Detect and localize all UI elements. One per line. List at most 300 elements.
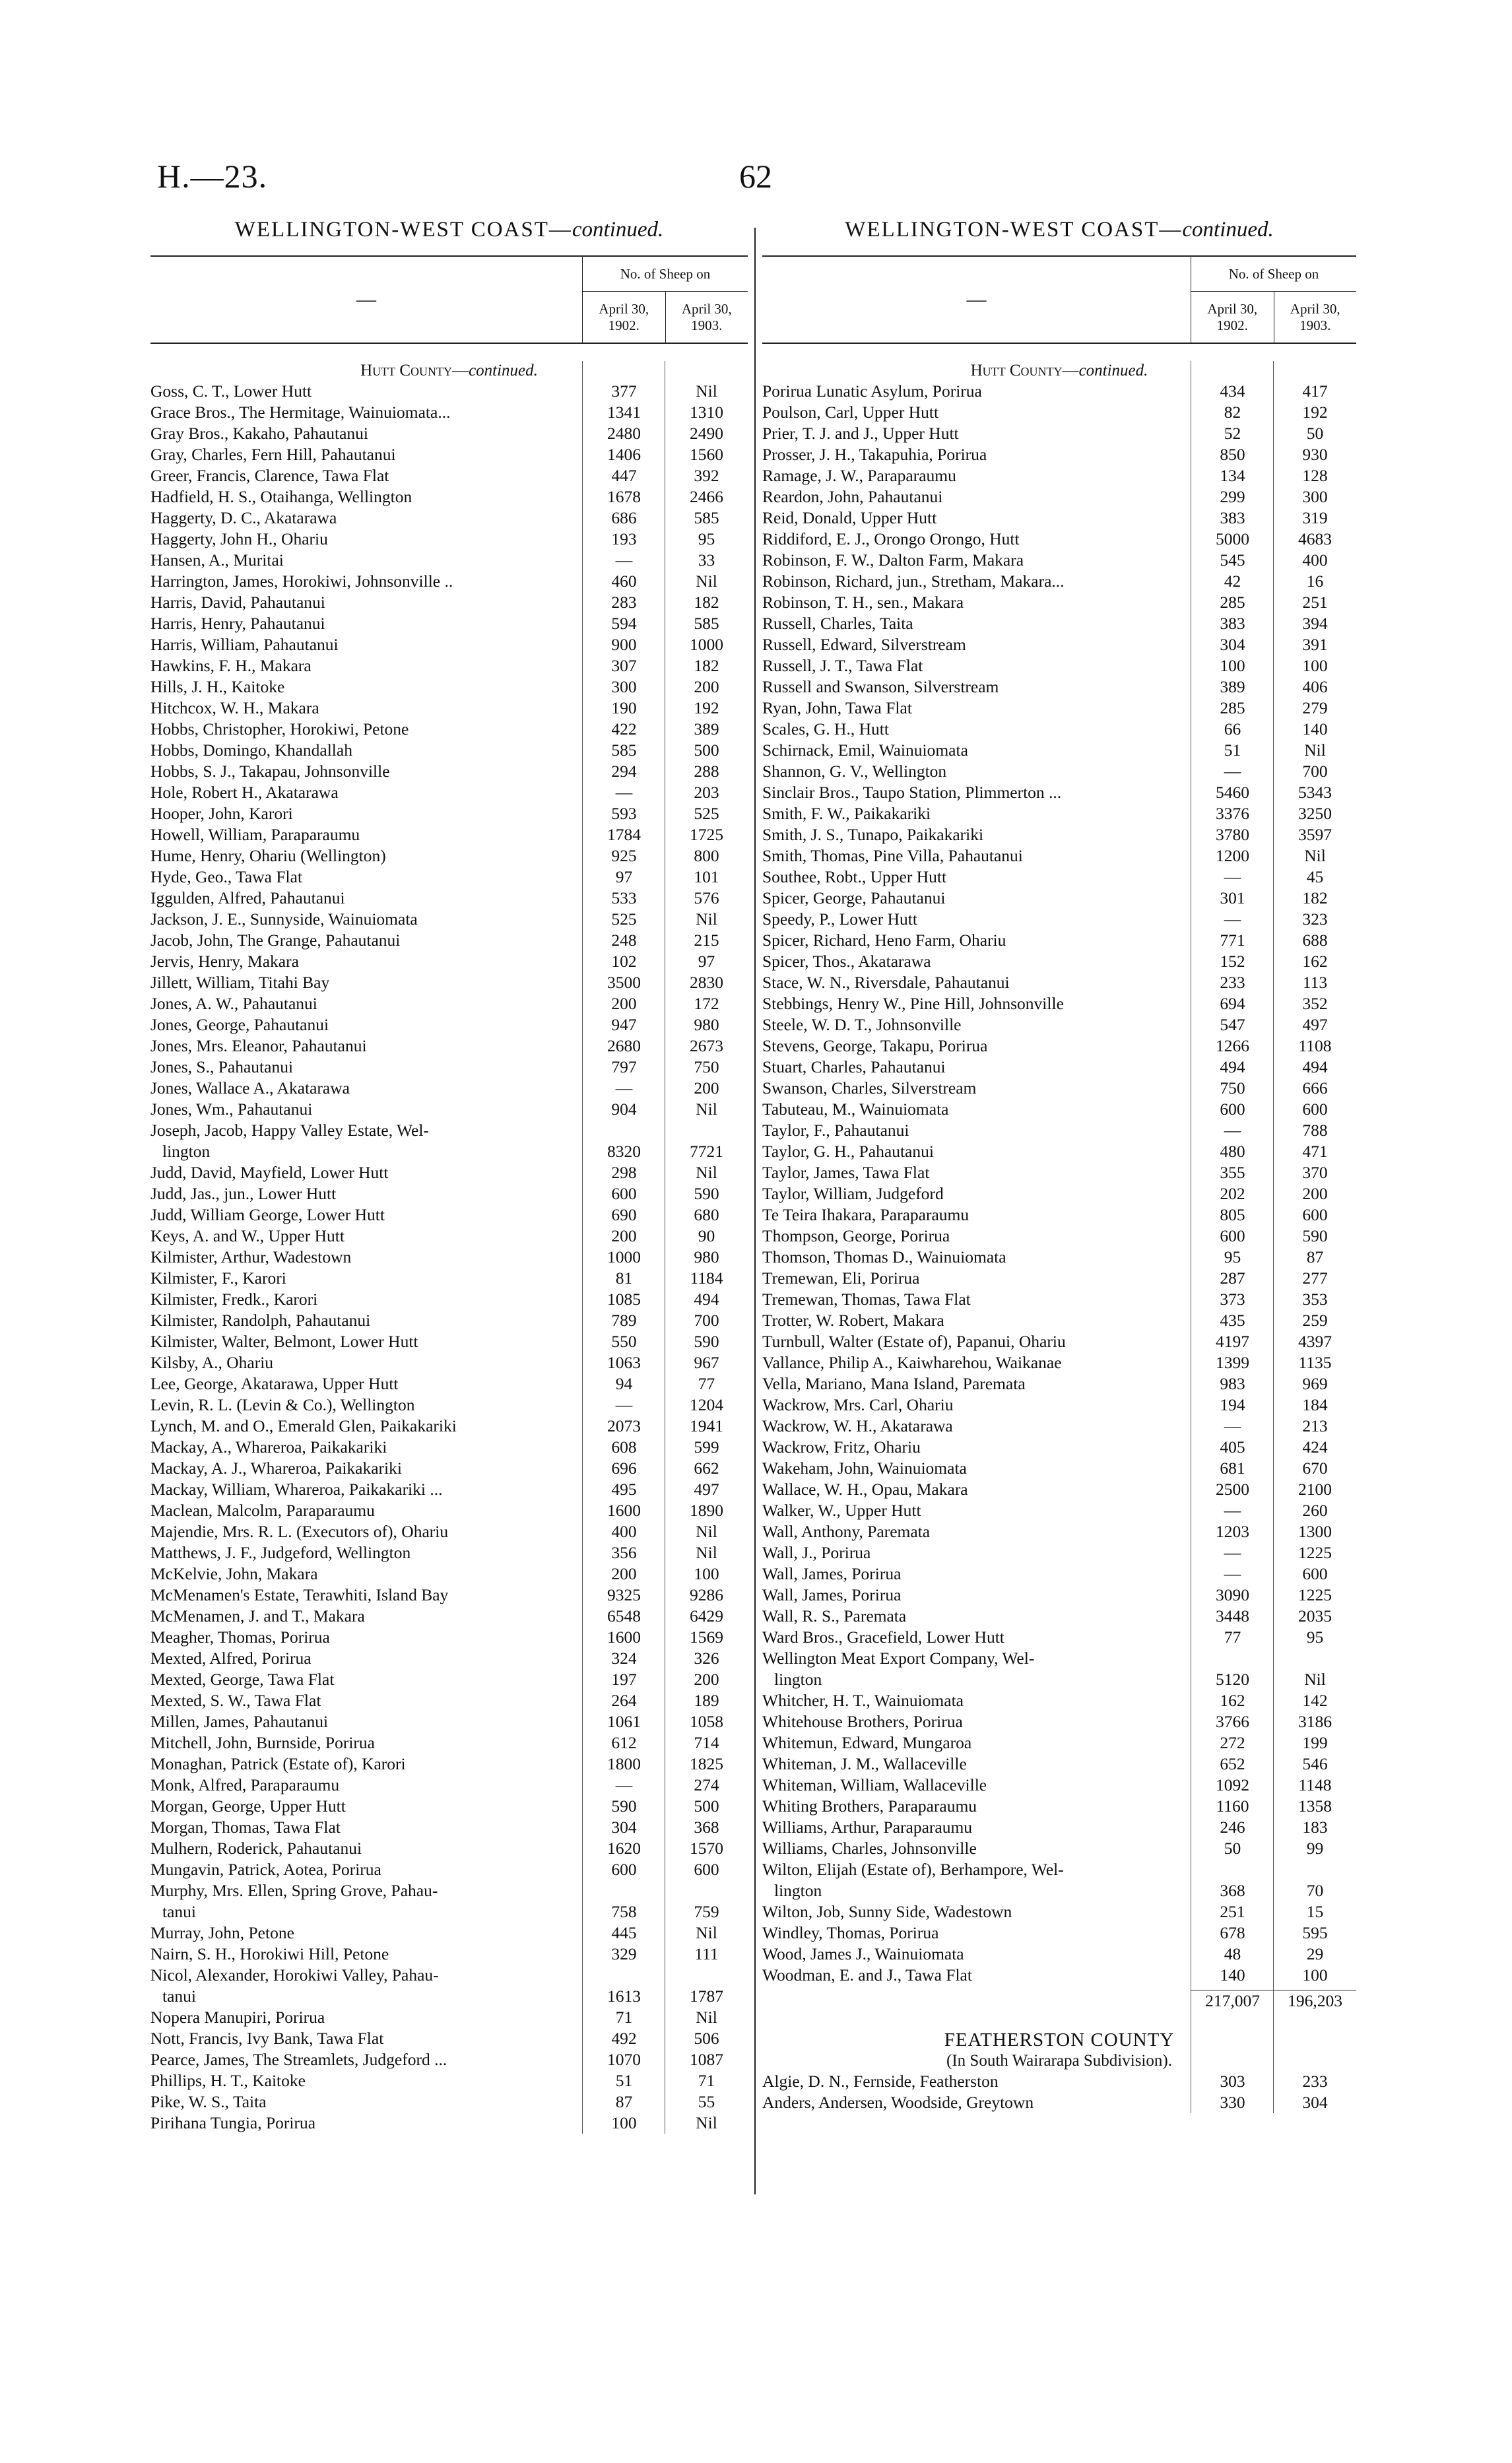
- sheep-1903: 1058: [690, 1712, 723, 1731]
- sheep-1903: 497: [694, 1480, 719, 1499]
- sheep-1903: 590: [694, 1332, 719, 1351]
- sheep-1902: 1600: [607, 1501, 641, 1520]
- sheep-1903: 1087: [690, 2050, 723, 2069]
- holder-name-line: Phillips, H. T., Kaitoke: [150, 2071, 306, 2090]
- page-reference: H.—23.: [157, 158, 268, 195]
- left-header-1902: April 30, 1902.: [599, 301, 649, 333]
- sheep-1902: 197: [611, 1670, 637, 1689]
- sheep-1903: 199: [1302, 1733, 1328, 1752]
- table-row: [150, 550, 748, 571]
- holder-name-line: Poulson, Carl, Upper Hutt: [762, 403, 939, 422]
- sheep-1903: 600: [1302, 1205, 1328, 1224]
- table-row: [150, 1521, 748, 1542]
- sheep-1903: 600: [694, 1860, 719, 1879]
- table-row: [762, 1120, 1356, 1141]
- sheep-1903: 800: [694, 846, 719, 865]
- sheep-1903: 353: [1302, 1290, 1328, 1309]
- table-row: [762, 571, 1356, 592]
- table-row: [762, 1500, 1356, 1521]
- sheep-1903: Nil: [696, 572, 717, 591]
- sheep-1903: 87: [1306, 1247, 1324, 1266]
- sheep-1903: 259: [1302, 1311, 1328, 1330]
- holder-name-line: Wall, R. S., Paremata: [762, 1606, 907, 1626]
- holder-name-line: Anders, Andersen, Woodside, Greytown: [762, 2093, 1034, 2112]
- sheep-1903: 200: [694, 1670, 719, 1689]
- sheep-1903: 189: [694, 1691, 719, 1710]
- holder-name-line: Stuart, Charles, Pahautanui: [762, 1057, 946, 1076]
- sheep-1902: 97: [615, 867, 633, 886]
- holder-name-line: Stace, W. N., Riversdale, Pahautanui: [762, 973, 1010, 992]
- holder-name: [150, 1775, 583, 1796]
- sheep-1902: 1085: [607, 1290, 641, 1309]
- sheep-1902: 81: [615, 1268, 633, 1288]
- holder-name: [150, 1944, 583, 1965]
- sheep-1903: Nil: [696, 2008, 717, 2027]
- sheep-1903: 304: [1302, 2093, 1328, 2112]
- holder-name-line: Nairn, S. H., Horokiwi Hill, Petone: [150, 1944, 389, 1963]
- sheep-1902: 3376: [1216, 804, 1249, 823]
- sheep-1903: 590: [1302, 1226, 1328, 1245]
- sheep-1903: 392: [694, 466, 719, 485]
- table-row: [762, 550, 1356, 571]
- sheep-1902: 71: [615, 2008, 633, 2027]
- holder-name: [150, 719, 583, 740]
- sheep-1902: 283: [611, 593, 637, 612]
- holder-name: [762, 845, 1191, 867]
- sheep-1903: 95: [698, 529, 715, 548]
- sheep-1902: 368: [1220, 1881, 1245, 1900]
- sheep-1903: 45: [1306, 867, 1324, 886]
- sheep-1903: 200: [694, 677, 719, 696]
- sheep-1902: 405: [1220, 1437, 1245, 1457]
- holder-name-line: Harris, William, Pahautanui: [150, 635, 339, 654]
- sheep-1903: 370: [1302, 1163, 1328, 1182]
- right-table-body: [762, 361, 1356, 2113]
- table-row: [150, 2091, 748, 2113]
- right-section-continued: continued.: [1078, 362, 1148, 379]
- sheep-1903: 1148: [1298, 1775, 1332, 1794]
- table-row: [150, 1352, 748, 1373]
- holder-name: [762, 1247, 1191, 1268]
- sheep-1903: 192: [1302, 403, 1328, 422]
- holder-name-line: Hobbs, Domingo, Khandallah: [150, 740, 352, 760]
- sheep-1902: 797: [611, 1057, 637, 1076]
- table-row: [150, 803, 748, 824]
- holder-name: [762, 1141, 1191, 1162]
- holder-name-line: Shannon, G. V., Wellington: [762, 762, 947, 781]
- holder-name: [150, 1585, 583, 1606]
- holder-name-line: Maclean, Malcolm, Paraparaumu: [150, 1501, 375, 1520]
- sheep-1903: 494: [1302, 1057, 1328, 1076]
- holder-name-line: Lee, George, Akatarawa, Upper Hutt: [150, 1374, 399, 1393]
- holder-name: [150, 1437, 583, 1458]
- holder-name-line: Ward Bros., Gracefield, Lower Hutt: [762, 1627, 1004, 1647]
- holder-name: [762, 1542, 1191, 1563]
- sheep-1902: 5000: [1216, 529, 1249, 548]
- sheep-1903: 300: [1302, 487, 1328, 506]
- holder-name: [150, 1669, 583, 1690]
- holder-name: [762, 613, 1191, 634]
- holder-name-line: Southee, Robt., Upper Hutt: [762, 867, 947, 886]
- table-row: [150, 1120, 748, 1162]
- table-row: [150, 1648, 748, 1669]
- table-row: [762, 465, 1356, 486]
- right-header-1902: April 30, 1902.: [1207, 301, 1258, 333]
- holder-name-line: Prier, T. J. and J., Upper Hutt: [762, 424, 959, 443]
- holder-name-line: Monk, Alfred, Paraparaumu: [150, 1775, 340, 1794]
- holder-name: [762, 550, 1191, 571]
- holder-name: [762, 1183, 1191, 1204]
- sheep-1903: 759: [694, 1902, 719, 1921]
- sheep-1903: 599: [694, 1437, 719, 1457]
- sheep-1903: 576: [694, 888, 719, 907]
- holder-name: [762, 1732, 1191, 1754]
- holder-name-line: Murray, John, Petone: [150, 1923, 294, 1942]
- holder-name-line: Lynch, M. and O., Emerald Glen, Paikakariki: [150, 1416, 457, 1435]
- sheep-1903: Nil: [696, 1923, 717, 1942]
- sheep-1903: 2830: [690, 973, 723, 992]
- column-divider: [754, 228, 756, 2194]
- holder-name: [150, 613, 583, 634]
- sheep-1902: 1160: [1216, 1796, 1249, 1816]
- sheep-1903: 368: [694, 1818, 719, 1837]
- sheep-1903: 417: [1302, 381, 1328, 401]
- holder-name: [150, 845, 583, 867]
- left-title: [150, 218, 748, 242]
- holder-name-line: Nopera Manupiri, Porirua: [150, 2008, 325, 2027]
- sheep-1903: 391: [1302, 635, 1328, 654]
- table-row: [150, 1479, 748, 1500]
- holder-name: [150, 782, 583, 803]
- holder-name: [150, 676, 583, 698]
- holder-name-line: Turnbull, Walter (Estate of), Papanui, Ohariu: [762, 1332, 1066, 1351]
- sheep-1902: 904: [611, 1100, 637, 1119]
- sheep-1903: 506: [694, 2029, 719, 2048]
- table-row: [150, 719, 748, 740]
- table-row: [762, 1690, 1356, 1711]
- holder-name: [150, 1395, 583, 1416]
- sheep-1903: 182: [1302, 888, 1328, 907]
- table-row: [150, 1268, 748, 1289]
- table-row: [150, 634, 748, 655]
- sheep-1903: 279: [1302, 698, 1328, 717]
- holder-name-line: Taylor, F., Pahautanui: [762, 1121, 909, 1140]
- table-row: [150, 1669, 748, 1690]
- sheep-1902: 285: [1220, 698, 1245, 717]
- sheep-1903: 215: [694, 931, 719, 950]
- holder-name-line: Whiteman, William, Wallaceville: [762, 1775, 987, 1794]
- table-row: [762, 1585, 1356, 1606]
- table-row: [150, 1627, 748, 1648]
- sheep-1902: 593: [611, 804, 637, 823]
- sheep-1903: 251: [1302, 593, 1328, 612]
- holder-name-line: Hyde, Geo., Tawa Flat: [150, 867, 303, 886]
- sheep-1903: 585: [694, 614, 719, 633]
- sheep-1902: 422: [611, 719, 637, 739]
- sheep-1903: 33: [698, 550, 715, 570]
- sheep-1903: 590: [694, 1184, 719, 1203]
- table-row: [150, 444, 748, 465]
- sheep-1902: 330: [1220, 2093, 1245, 2112]
- holder-name: [150, 1606, 583, 1627]
- holder-name-line: Jones, Mrs. Eleanor, Pahautanui: [150, 1036, 367, 1055]
- holder-name: [150, 423, 583, 444]
- sheep-1902: 947: [611, 1015, 637, 1034]
- sheep-1903: 1358: [1298, 1796, 1332, 1816]
- holder-name: [762, 1627, 1191, 1648]
- table-row: [762, 1458, 1356, 1479]
- sheep-1903: 2490: [690, 424, 723, 443]
- holder-name: [762, 2092, 1191, 2113]
- table-row: [150, 972, 748, 993]
- holder-name: [762, 698, 1191, 719]
- sheep-1903: 192: [694, 698, 719, 717]
- page-number: 62: [739, 158, 772, 195]
- holder-name-line: Hansen, A., Muritai: [150, 550, 284, 570]
- table-row: [150, 1922, 748, 1944]
- sheep-1903: 1300: [1298, 1522, 1332, 1541]
- table-row: [150, 1437, 748, 1458]
- holder-name: [150, 571, 583, 592]
- holder-name-line: Russell, J. T., Tawa Flat: [762, 656, 923, 675]
- holder-name: [150, 2049, 583, 2070]
- total-row: [762, 1990, 1356, 2012]
- holder-name: [150, 1627, 583, 1648]
- sheep-1902: 152: [1220, 952, 1245, 971]
- left-table-body: [150, 361, 748, 2134]
- holder-name: [762, 761, 1191, 782]
- holder-name: [762, 824, 1191, 845]
- holder-name-line: Taylor, James, Tawa Flat: [762, 1163, 930, 1182]
- sheep-1902: 303: [1220, 2072, 1245, 2091]
- holder-name: [150, 1162, 583, 1183]
- table-row: [762, 1373, 1356, 1395]
- sheep-1903: Nil: [696, 2113, 717, 2132]
- table-row: [150, 1099, 748, 1120]
- table-row: [762, 1838, 1356, 1859]
- sheep-1903: 2100: [1298, 1480, 1332, 1499]
- holder-name: [150, 550, 583, 571]
- holder-name-line: Jones, A. W., Pahautanui: [150, 994, 317, 1013]
- sheep-1903: 7721: [690, 1142, 723, 1161]
- sheep-1903: 980: [694, 1247, 719, 1266]
- sheep-1902: 377: [611, 381, 637, 401]
- holder-name-line: Grace Bros., The Hermitage, Wainuiomata...: [150, 403, 451, 422]
- holder-name: [150, 1922, 583, 1944]
- holder-name-line: Mexted, George, Tawa Flat: [150, 1670, 335, 1689]
- table-row: [150, 592, 748, 613]
- sheep-1903: 1890: [690, 1501, 723, 1520]
- sheep-1902: 77: [1224, 1627, 1241, 1647]
- holder-name: [150, 888, 583, 909]
- table-row: [762, 2071, 1356, 2092]
- holder-name: [150, 1521, 583, 1542]
- sheep-1903: 70: [1306, 1881, 1324, 1900]
- sheep-1902: 301: [1220, 888, 1245, 907]
- holder-name-line: Mackay, A., Whareroa, Paikakariki: [150, 1437, 387, 1457]
- holder-name: [762, 1500, 1191, 1521]
- holder-name: [762, 1204, 1191, 1226]
- sheep-1902: 100: [611, 2113, 637, 2132]
- holder-name-line: Robinson, Richard, jun., Stretham, Makara...: [762, 572, 1065, 591]
- table-row: [762, 655, 1356, 676]
- table-row: [150, 951, 748, 972]
- table-row: [150, 1711, 748, 1732]
- holder-name: [150, 2007, 583, 2028]
- holder-name: [762, 1838, 1191, 1859]
- sheep-1902: 202: [1220, 1184, 1245, 1203]
- holder-name-line: Haggerty, John H., Ohariu: [150, 529, 328, 548]
- sheep-1902: 608: [611, 1437, 637, 1457]
- sheep-1902: 51: [1224, 740, 1241, 760]
- holder-name-line: Whiting Brothers, Paraparaumu: [762, 1796, 977, 1816]
- sheep-1903: 182: [694, 593, 719, 612]
- sheep-1902: —: [1224, 1501, 1241, 1520]
- holder-name-line: Ramage, J. W., Paraparaumu: [762, 466, 956, 485]
- left-header-1903: April 30, 1903.: [665, 292, 748, 343]
- holder-name: [762, 1331, 1191, 1352]
- sheep-1902: 1406: [607, 445, 641, 464]
- holder-name: [762, 719, 1191, 740]
- holder-name-line: Tabuteau, M., Wainuiomata: [762, 1100, 949, 1119]
- holder-name: [150, 465, 583, 486]
- table-row: [762, 402, 1356, 423]
- holder-name: [150, 1796, 583, 1817]
- holder-name: [150, 381, 583, 402]
- sheep-1902: 324: [611, 1649, 637, 1668]
- sheep-1903: 471: [1302, 1142, 1328, 1161]
- sheep-1903: 184: [1302, 1395, 1328, 1414]
- table-row: [150, 909, 748, 930]
- holder-name: [150, 1183, 583, 1204]
- table-row: [150, 508, 748, 529]
- holder-name-line: Steele, W. D. T., Johnsonville: [762, 1015, 962, 1034]
- right-rows: [762, 381, 1356, 1986]
- holder-name-line: Morgan, George, Upper Hutt: [150, 1796, 346, 1816]
- holder-name-line: Wilton, Job, Sunny Side, Wadestown: [762, 1902, 1012, 1921]
- holder-name: [150, 909, 583, 930]
- holder-name: [150, 1289, 583, 1310]
- sheep-1903: 77: [698, 1374, 715, 1393]
- holder-name-line: Millen, James, Pahautanui: [150, 1712, 329, 1731]
- sheep-1902: 134: [1220, 466, 1245, 485]
- holder-name: [150, 508, 583, 529]
- right-rule-2: [1273, 361, 1274, 2113]
- holder-name: [150, 1352, 583, 1373]
- holder-name: [762, 2071, 1191, 2092]
- holder-name-line: Wakeham, John, Wainuiomata: [762, 1459, 967, 1478]
- holder-name-continuation: tanui: [162, 1902, 196, 1921]
- sheep-1902: 248: [611, 931, 637, 950]
- holder-name-line: Hume, Henry, Ohariu (Wellington): [150, 846, 386, 865]
- table-row: [762, 951, 1356, 972]
- table-row: [762, 1141, 1356, 1162]
- table-row: [150, 824, 748, 845]
- sheep-1902: 3766: [1216, 1712, 1249, 1731]
- table-row: [150, 1289, 748, 1310]
- table-row: [762, 740, 1356, 761]
- sheep-1902: 200: [611, 994, 637, 1013]
- sheep-1903: 1108: [1298, 1036, 1332, 1055]
- holder-name: [150, 698, 583, 719]
- sheep-1902: 233: [1220, 973, 1245, 992]
- sheep-1902: 82: [1224, 403, 1241, 422]
- holder-name-line: Judd, William George, Lower Hutt: [150, 1205, 385, 1224]
- sheep-1903: 1225: [1298, 1585, 1332, 1604]
- holder-name-line: Pearce, James, The Streamlets, Judgeford ...: [150, 2050, 447, 2069]
- sheep-1902: 3500: [607, 973, 641, 992]
- sheep-1902: 383: [1220, 508, 1245, 527]
- left-section-continued: continued.: [469, 362, 538, 379]
- sheep-1902: 48: [1224, 1944, 1241, 1963]
- holder-name: [150, 803, 583, 824]
- holder-name: [762, 1817, 1191, 1838]
- sheep-1903: 100: [1302, 1965, 1328, 1985]
- holder-name-line: Kilsby, A., Ohariu: [150, 1353, 274, 1372]
- holder-name: [762, 1754, 1191, 1775]
- holder-name-line: Taylor, G. H., Pahautanui: [762, 1142, 934, 1161]
- table-row: [150, 2028, 748, 2049]
- holder-name-line: Woodman, E. and J., Tawa Flat: [762, 1965, 972, 1985]
- holder-name-line: Prosser, J. H., Takapuhia, Porirua: [762, 445, 987, 464]
- total-1903: 196,203: [1274, 1990, 1356, 2012]
- sheep-1903: Nil: [1304, 740, 1326, 760]
- table-row: [150, 1542, 748, 1563]
- table-row: [762, 1817, 1356, 1838]
- holder-name-line: Stebbings, Henry W., Pine Hill, Johnsonville: [762, 994, 1064, 1013]
- table-row: [150, 1944, 748, 1965]
- table-row: [150, 845, 748, 867]
- holder-name-line: Hitchcox, W. H., Makara: [150, 698, 319, 717]
- sheep-1903: 326: [694, 1649, 719, 1668]
- left-rows: [150, 381, 748, 2134]
- holder-name-line: Monaghan, Patrick (Estate of), Karori: [150, 1754, 406, 1773]
- holder-name-line: Robinson, T. H., sen., Makara: [762, 593, 964, 612]
- sheep-1903: 50: [1306, 424, 1324, 443]
- sheep-1902: 304: [1220, 635, 1245, 654]
- holder-name-line: Hooper, John, Karori: [150, 804, 293, 823]
- sheep-1902: 1600: [607, 1627, 641, 1647]
- sheep-1902: 805: [1220, 1205, 1245, 1224]
- holder-name-line: Wall, James, Porirua: [762, 1585, 902, 1604]
- holder-name-line: Algie, D. N., Fernside, Featherston: [762, 2072, 999, 2091]
- sheep-1903: 2673: [690, 1036, 723, 1055]
- sheep-1902: 550: [611, 1332, 637, 1351]
- holder-name-line: Haggerty, D. C., Akatarawa: [150, 508, 337, 527]
- sheep-1903: 213: [1302, 1416, 1328, 1435]
- holder-name: [762, 972, 1191, 993]
- holder-name: [150, 1204, 583, 1226]
- table-row: [150, 1035, 748, 1057]
- sheep-1902: —: [1224, 1543, 1241, 1562]
- table-row: [762, 1754, 1356, 1775]
- table-row: [762, 1944, 1356, 1965]
- sheep-1902: 356: [611, 1543, 637, 1562]
- sheep-1902: 102: [611, 952, 637, 971]
- table-row: [150, 1078, 748, 1099]
- holder-name: [150, 1373, 583, 1395]
- table-row: [762, 1352, 1356, 1373]
- table-row: [762, 1268, 1356, 1289]
- sheep-1902: 1092: [1216, 1775, 1249, 1794]
- holder-name: [150, 740, 583, 761]
- sheep-1903: 406: [1302, 677, 1328, 696]
- total-1902: 217,007: [1191, 1990, 1274, 2012]
- sheep-1902: 1061: [607, 1712, 641, 1731]
- sheep-1902: 3780: [1216, 825, 1249, 844]
- sheep-1903: 6429: [690, 1606, 723, 1626]
- sheep-1903: 3597: [1298, 825, 1332, 844]
